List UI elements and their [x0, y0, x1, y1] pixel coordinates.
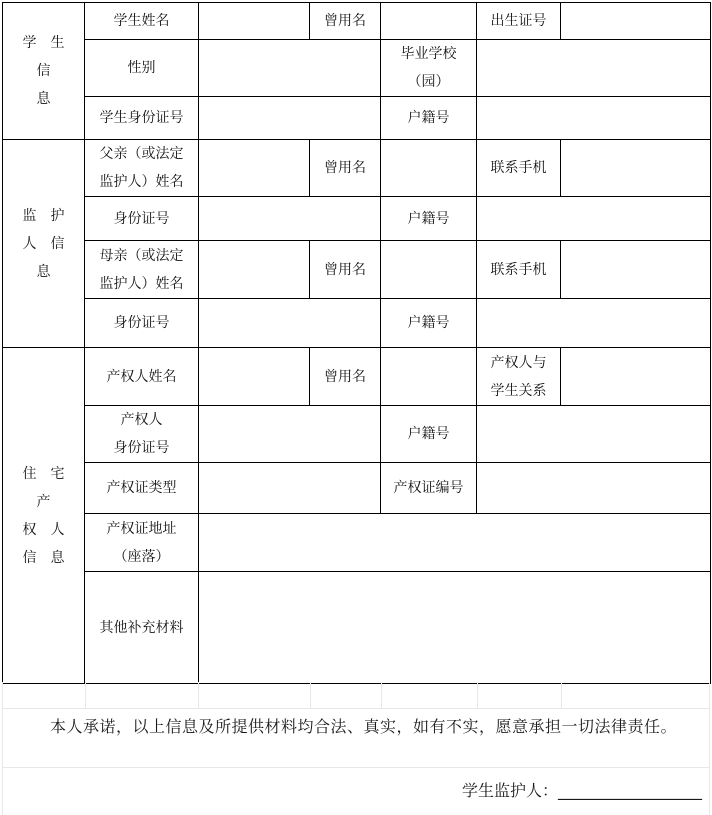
field-father-hukou[interactable] [477, 197, 711, 241]
label-cert-type: 产权证类型 [85, 463, 199, 514]
field-mother-name[interactable] [199, 241, 310, 299]
label-owner-name: 产权人姓名 [85, 348, 199, 406]
guardian-signature [462, 778, 702, 801]
pledge-statement: 本人承诺，以上信息及所提供材料均合法、真实，如有不实，愿意承担一切法律责任。 [50, 717, 678, 736]
field-mother-id[interactable] [199, 299, 381, 348]
label-student-hukou: 户籍号 [381, 97, 477, 140]
label-birth-cert: 出生证号 [477, 3, 561, 40]
label-owner-hukou: 户籍号 [381, 406, 477, 463]
label-father-name [85, 140, 199, 197]
info-table [2, 2, 711, 684]
divider [709, 682, 710, 815]
spacer-divider [85, 682, 86, 708]
field-student-hukou[interactable] [477, 97, 711, 140]
label-owner-id-line-1: 产权人 [120, 412, 163, 428]
label-relation-line-2: 学生关系 [490, 382, 547, 399]
label-address-line-1: 产权证地址 [106, 520, 177, 537]
spacer-divider [198, 682, 199, 708]
signature-label: 学生监护人： [461, 781, 558, 800]
label-student-name: 学生姓名 [85, 3, 199, 40]
field-owner-relation[interactable] [561, 348, 711, 406]
label-school [381, 40, 477, 97]
label-father-hukou: 户籍号 [381, 197, 477, 241]
section-guardian-info [3, 140, 85, 348]
label-gender: 性别 [85, 40, 199, 97]
field-mother-hukou[interactable] [477, 299, 711, 348]
label-mother-phone: 联系手机 [477, 241, 561, 299]
section-property-line-1: 住 宅 [22, 465, 65, 482]
section-property-info [3, 348, 85, 684]
label-owner-relation [477, 348, 561, 406]
field-gender[interactable] [199, 40, 381, 97]
field-cert-address[interactable] [199, 514, 711, 572]
field-father-id[interactable] [199, 197, 381, 241]
section-property-line-3: 权 人 [22, 521, 65, 538]
label-student-id: 学生身份证号 [85, 97, 199, 140]
label-owner-former-name: 曾用名 [310, 348, 381, 406]
spacer-row [2, 682, 710, 708]
label-father-line-2: 监护人）姓名 [99, 174, 184, 190]
label-mother-hukou: 户籍号 [381, 299, 477, 348]
field-father-name[interactable] [199, 140, 310, 197]
label-father-phone: 联系手机 [477, 140, 561, 197]
field-other-materials[interactable] [199, 572, 711, 684]
label-father-line-1: 父亲（或法定 [99, 146, 184, 162]
field-student-name[interactable] [199, 3, 310, 40]
section-student-line-1: 学 生 [22, 35, 65, 51]
section-property-line-2: 产 [36, 493, 51, 510]
field-owner-former-name[interactable] [381, 348, 477, 406]
field-cert-no[interactable] [477, 463, 711, 514]
label-owner-id-line-2: 身份证号 [113, 440, 170, 456]
section-student-info [3, 3, 85, 140]
field-mother-phone[interactable] [561, 241, 711, 299]
field-student-id[interactable] [199, 97, 381, 140]
spacer-divider [310, 682, 311, 708]
field-father-phone[interactable] [561, 140, 711, 197]
section-guardian-line-3: 息 [36, 263, 51, 280]
field-owner-id[interactable] [199, 406, 381, 463]
label-mother-former-name: 曾用名 [310, 241, 381, 299]
field-owner-name[interactable] [199, 348, 310, 406]
label-mother-id: 身份证号 [85, 299, 199, 348]
field-father-former-name[interactable] [381, 140, 477, 197]
section-guardian-line-2: 人 信 [22, 235, 65, 252]
signature-line[interactable]: __________________ [558, 781, 702, 800]
field-cert-type[interactable] [199, 463, 381, 514]
spacer-divider [381, 682, 382, 708]
label-cert-address [85, 514, 199, 572]
divider [2, 708, 710, 709]
label-cert-no: 产权证编号 [381, 463, 477, 514]
section-guardian-line-1: 监 护 [22, 207, 65, 224]
label-school-line-2: （园） [407, 74, 450, 90]
field-owner-hukou[interactable] [477, 406, 711, 463]
label-mother-name [85, 241, 199, 299]
label-father-id: 身份证号 [85, 197, 199, 241]
spacer-divider [477, 682, 478, 708]
field-birth-cert[interactable] [561, 3, 711, 40]
divider [2, 682, 3, 815]
divider [2, 767, 710, 768]
label-mother-line-1: 母亲（或法定 [99, 247, 184, 264]
label-owner-id [85, 406, 199, 463]
field-student-former-name[interactable] [381, 3, 477, 40]
spacer-divider [561, 682, 562, 708]
label-father-former-name: 曾用名 [310, 140, 381, 197]
label-student-former-name: 曾用名 [310, 3, 381, 40]
label-other-materials: 其他补充材料 [85, 572, 199, 684]
field-school[interactable] [477, 40, 711, 97]
label-address-line-2: （座落） [113, 548, 170, 565]
section-property-line-4: 信 息 [22, 549, 65, 566]
field-mother-former-name[interactable] [381, 241, 477, 299]
section-student-line-3: 息 [36, 91, 51, 107]
section-student-line-2: 信 [36, 63, 51, 79]
label-school-line-1: 毕业学校 [400, 46, 457, 62]
label-relation-line-1: 产权人与 [490, 354, 547, 371]
label-mother-line-2: 监护人）姓名 [99, 275, 184, 292]
